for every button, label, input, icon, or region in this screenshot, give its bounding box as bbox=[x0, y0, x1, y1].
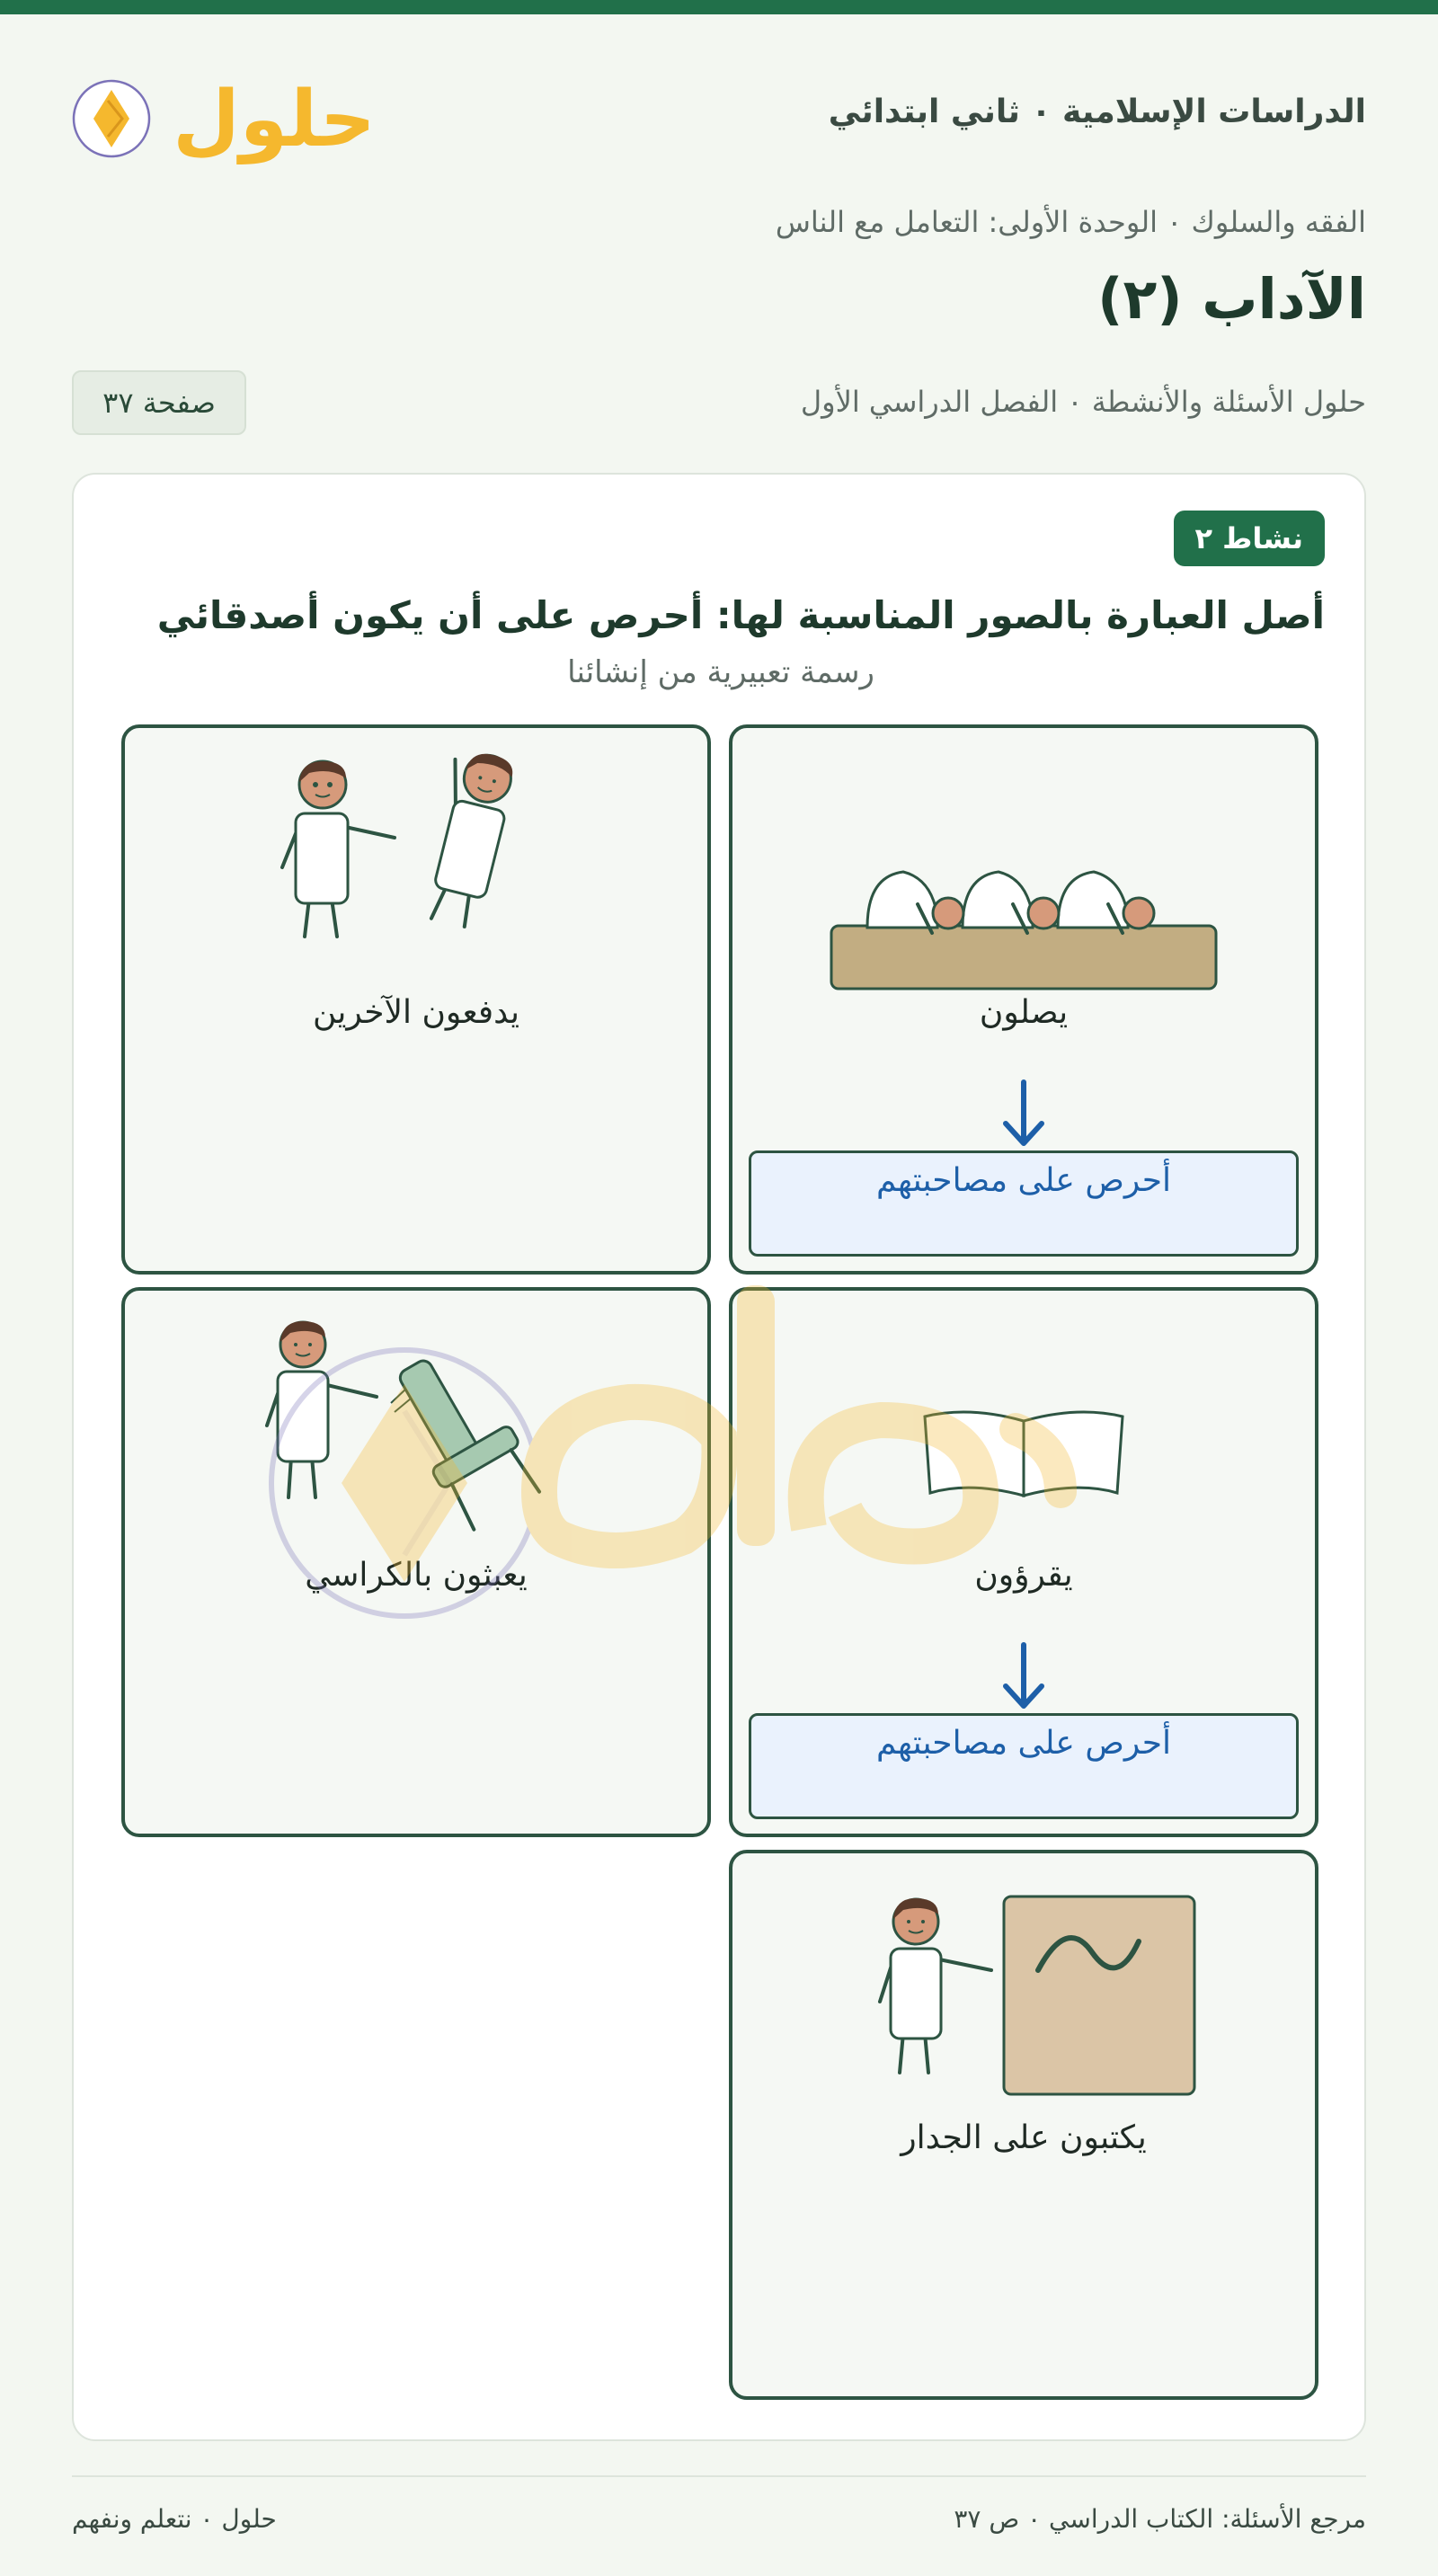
answer-box[interactable]: أحرص على مصاحبتهم bbox=[749, 1713, 1299, 1819]
top-accent-bar bbox=[0, 0, 1438, 14]
tile-praying[interactable] bbox=[729, 724, 1318, 1275]
pushing-icon bbox=[125, 728, 707, 1007]
tile-reading[interactable] bbox=[729, 1287, 1318, 1837]
chair-icon bbox=[125, 1291, 707, 1569]
footer-reference: مرجع الأسئلة: الكتاب الدراسي ٠ ص ٣٧ bbox=[954, 2504, 1366, 2534]
logo[interactable] bbox=[72, 63, 376, 164]
tile-caption: يدفعون الآخرين bbox=[312, 994, 520, 1031]
breadcrumb: الفقه والسلوك ٠ الوحدة الأولى: التعامل مع الناس bbox=[775, 205, 1366, 239]
tile-caption: يقرؤون bbox=[974, 1557, 1073, 1594]
activity-card bbox=[72, 473, 1366, 2441]
meta-line: حلول الأسئلة والأنشطة ٠ الفصل الدراسي الأول bbox=[800, 385, 1366, 419]
page-title: الآداب (٢) bbox=[1097, 266, 1366, 332]
subject-title: الدراسات الإسلامية ٠ ثاني ابتدائي bbox=[828, 93, 1366, 130]
tile-caption: يصلون bbox=[979, 994, 1069, 1031]
activity-badge: نشاط ٢ bbox=[1174, 511, 1326, 566]
tile-pushing[interactable] bbox=[121, 724, 711, 1275]
page-header bbox=[72, 63, 1366, 162]
page-badge: صفحة ٣٧ bbox=[72, 370, 246, 435]
tile-caption: يعبثون بالكراسي bbox=[305, 1557, 528, 1594]
logo-text: حلول bbox=[173, 75, 376, 164]
tile-chairs[interactable] bbox=[121, 1287, 711, 1837]
praying-icon bbox=[732, 728, 1315, 1007]
activity-instruction: أصل العبارة بالصور المناسبة لها: أحرص على أن يكون أصدقائي bbox=[156, 593, 1325, 637]
footer-divider bbox=[72, 2475, 1366, 2477]
book-icon bbox=[732, 1291, 1315, 1569]
answer-box[interactable]: أحرص على مصاحبتهم bbox=[749, 1150, 1299, 1257]
illustration-credit: رسمة تعبيرية من إنشائنا bbox=[567, 654, 874, 690]
arrow-down-icon bbox=[997, 1641, 1051, 1713]
tile-wall-writing[interactable] bbox=[729, 1850, 1318, 2400]
arrow-down-icon bbox=[997, 1079, 1051, 1150]
footer-brand: حلول ٠ نتعلم ونفهم bbox=[72, 2504, 277, 2534]
tile-caption: يكتبون على الجدار bbox=[901, 2119, 1147, 2156]
wall-writing-icon bbox=[732, 1853, 1315, 2132]
